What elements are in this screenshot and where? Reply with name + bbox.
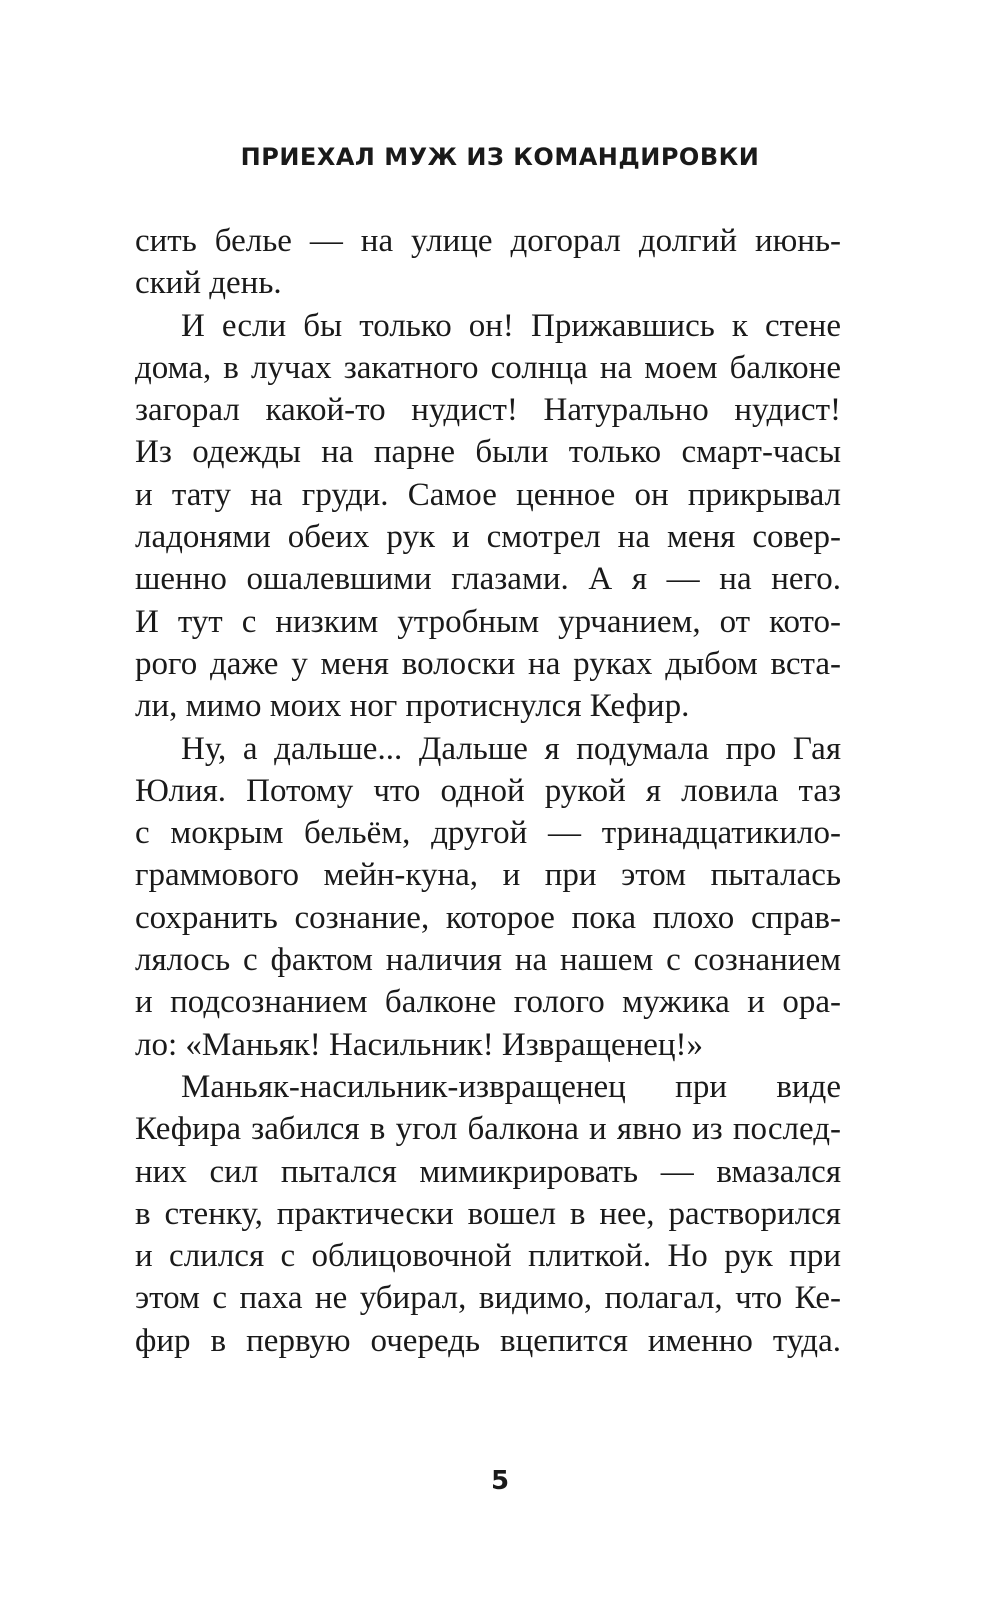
text-line: Юлия. Потому что одной рукой я ловила таз (135, 772, 841, 809)
text-line: загорал какой-то нудист! Натурально нудист! (135, 392, 841, 429)
text-line: И если бы только он! Прижавшись к стене (181, 307, 841, 344)
text-line: ло: «Маньяк! Насильник! Извращенец!» (135, 1026, 704, 1063)
text-line: И тут с низким утробным урчанием, от кото- (135, 603, 841, 640)
text-line: в стенку, практически вошел в нее, растворился (135, 1195, 841, 1232)
text-line: этом с паха не убирал, видимо, полагал, что Ке- (135, 1280, 841, 1317)
text-line: Ну, а дальше... Дальше я подумала про Гая (181, 730, 841, 767)
text-line: и подсознанием балконе голого мужика и ора- (135, 984, 841, 1021)
text-line: и слился с облицовочной плиткой. Но рук при (135, 1238, 841, 1275)
text-line: них сил пытался мимикрировать — вмазался (135, 1153, 841, 1190)
text-line: ладонями обеих рук и смотрел на меня совер- (135, 519, 841, 556)
body-text (135, 220, 841, 1362)
page-number: 5 (490, 1466, 510, 1496)
text-line: граммового мейн-куна, и при этом пыталась (135, 857, 841, 894)
text-line: дома, в лучах закатного солнца на моем балконе (135, 349, 841, 386)
text-line: рого даже у меня волоски на руках дыбом вста- (135, 645, 841, 682)
text-line: лялось с фактом наличия на нашем с сознанием (135, 942, 841, 979)
text-line: ский день. (135, 265, 282, 302)
text-line: сохранить сознание, которое пока плохо справ- (135, 899, 841, 936)
text-line: ли, мимо моих ног протиснулся Кефир. (135, 688, 690, 725)
running-header: ПРИЕХАЛ МУЖ ИЗ КОМАНДИРОВКИ (240, 143, 760, 171)
text-line: Из одежды на парне были только смарт-часы (135, 434, 841, 471)
text-line: фир в первую очередь вцепится именно туда. (135, 1322, 841, 1359)
text-line: с мокрым бельём, другой — тринадцатикило- (135, 815, 841, 852)
text-line: и тату на груди. Самое ценное он прикрывал (135, 476, 841, 513)
text-line: сить белье — на улице догорал долгий июнь- (135, 223, 841, 259)
text-line: Маньяк-насильник-извращенец при виде (181, 1068, 841, 1105)
text-line: шенно ошалевшими глазами. А я — на него. (135, 561, 841, 598)
text-line: Кефира забился в угол балкона и явно из послед- (135, 1111, 841, 1148)
